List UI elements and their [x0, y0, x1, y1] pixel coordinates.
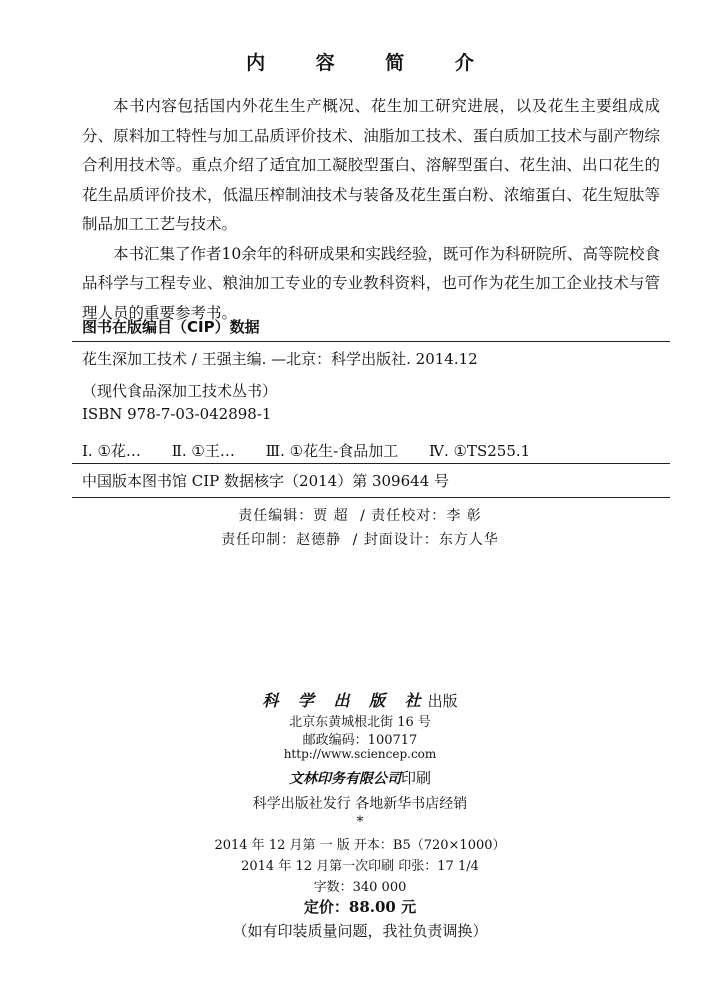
- cip-top-rule: [72, 341, 670, 342]
- intro-paragraph: 本书内容包括国内外花生生产概况、花生加工研究进展，以及花生主要组成成分、原料加工特性与加工品质评价技术、油脂加工技术、蛋白质加工技术与副产物综合利用技术等。重点介绍了适宜加工凝胶型蛋白、溶解型蛋白、花生油、出口花生的花生品质评价技术，低温压榨制油技术与装备及花生蛋白粉、浓缩蛋白、花生短肽等制品加工工艺与技术。: [82, 97, 660, 233]
- word-count: 字数：340 000: [313, 880, 407, 895]
- cip-class-item: Ⅰ. ①花…: [82, 442, 141, 460]
- publisher-line: [0, 688, 720, 711]
- website: http://www.sciencep.com: [283, 747, 437, 761]
- editor-name: 贾 超: [313, 508, 349, 524]
- cip-classification: [82, 440, 556, 461]
- staff-line-production: [0, 529, 720, 549]
- edition-info: 2014 年 12 月第 一 版 开本：B5（720×1000）: [214, 838, 506, 853]
- publisher-address: 北京东黄城根北街 16 号: [289, 715, 431, 730]
- printer-line: [0, 767, 720, 788]
- cip-heading: 图书在版编目（CIP）数据: [82, 318, 260, 336]
- proofreader-label: / 责任校对：: [360, 508, 447, 524]
- separator-star: *: [356, 814, 364, 830]
- staff-line-editors: [0, 505, 720, 525]
- publisher-name: 科 学 出 版 社: [262, 691, 428, 710]
- introduction: [82, 92, 660, 328]
- cip-middle-rule: [72, 463, 670, 464]
- printer-suffix: 印刷: [400, 769, 431, 787]
- distribution: 科学出版社发行 各地新华书店经销: [252, 796, 468, 812]
- printer-supervisor-label: 责任印制：: [221, 532, 297, 548]
- proofreader-name: 李 彰: [446, 508, 482, 524]
- cover-design-label: / 封面设计：: [352, 532, 439, 548]
- editor-label: 责任编辑：: [238, 508, 314, 524]
- cover-designer-name: 东方人华: [438, 532, 499, 548]
- printer-supervisor-name: 赵德静: [296, 532, 342, 548]
- printing-info: 2014 年 12 月第一次印刷 印张：17 1/4: [241, 859, 479, 874]
- price: 定价：88.00 元: [303, 898, 417, 916]
- cip-number: 中国版本图书馆 CIP 数据核字（2014）第 309644 号: [82, 472, 450, 490]
- cip-series: （现代食品深加工技术丛书）: [82, 382, 278, 400]
- intro-paragraph: 本书汇集了作者10余年的科研成果和实践经验，既可作为科研院所、高等院校食品科学与工程专业、粮油加工专业的专业教科资料，也可作为花生加工企业技术与管理人员的重要参考书。: [82, 244, 660, 322]
- cip-isbn: ISBN 978-7-03-042898-1: [82, 405, 272, 423]
- cip-class-item: Ⅲ. ①花生-食品加工: [265, 442, 399, 460]
- cip-class-item: Ⅱ. ①王…: [171, 442, 235, 460]
- printer-name: 文林印务有限公司: [288, 771, 401, 787]
- cip-bottom-rule: [72, 497, 670, 498]
- cip-class-item: Ⅳ. ①TS255.1: [428, 442, 531, 460]
- publisher-suffix: 出版: [427, 692, 458, 710]
- page-title: 内 容 简 介: [246, 52, 496, 74]
- postcode: 邮政编码：100717: [302, 733, 418, 748]
- cip-main-record: 花生深加工技术 / 王强主编. —北京：科学出版社. 2014.12: [82, 350, 478, 368]
- quality-notice: （如有印装质量问题，我社负责调换）: [232, 922, 488, 940]
